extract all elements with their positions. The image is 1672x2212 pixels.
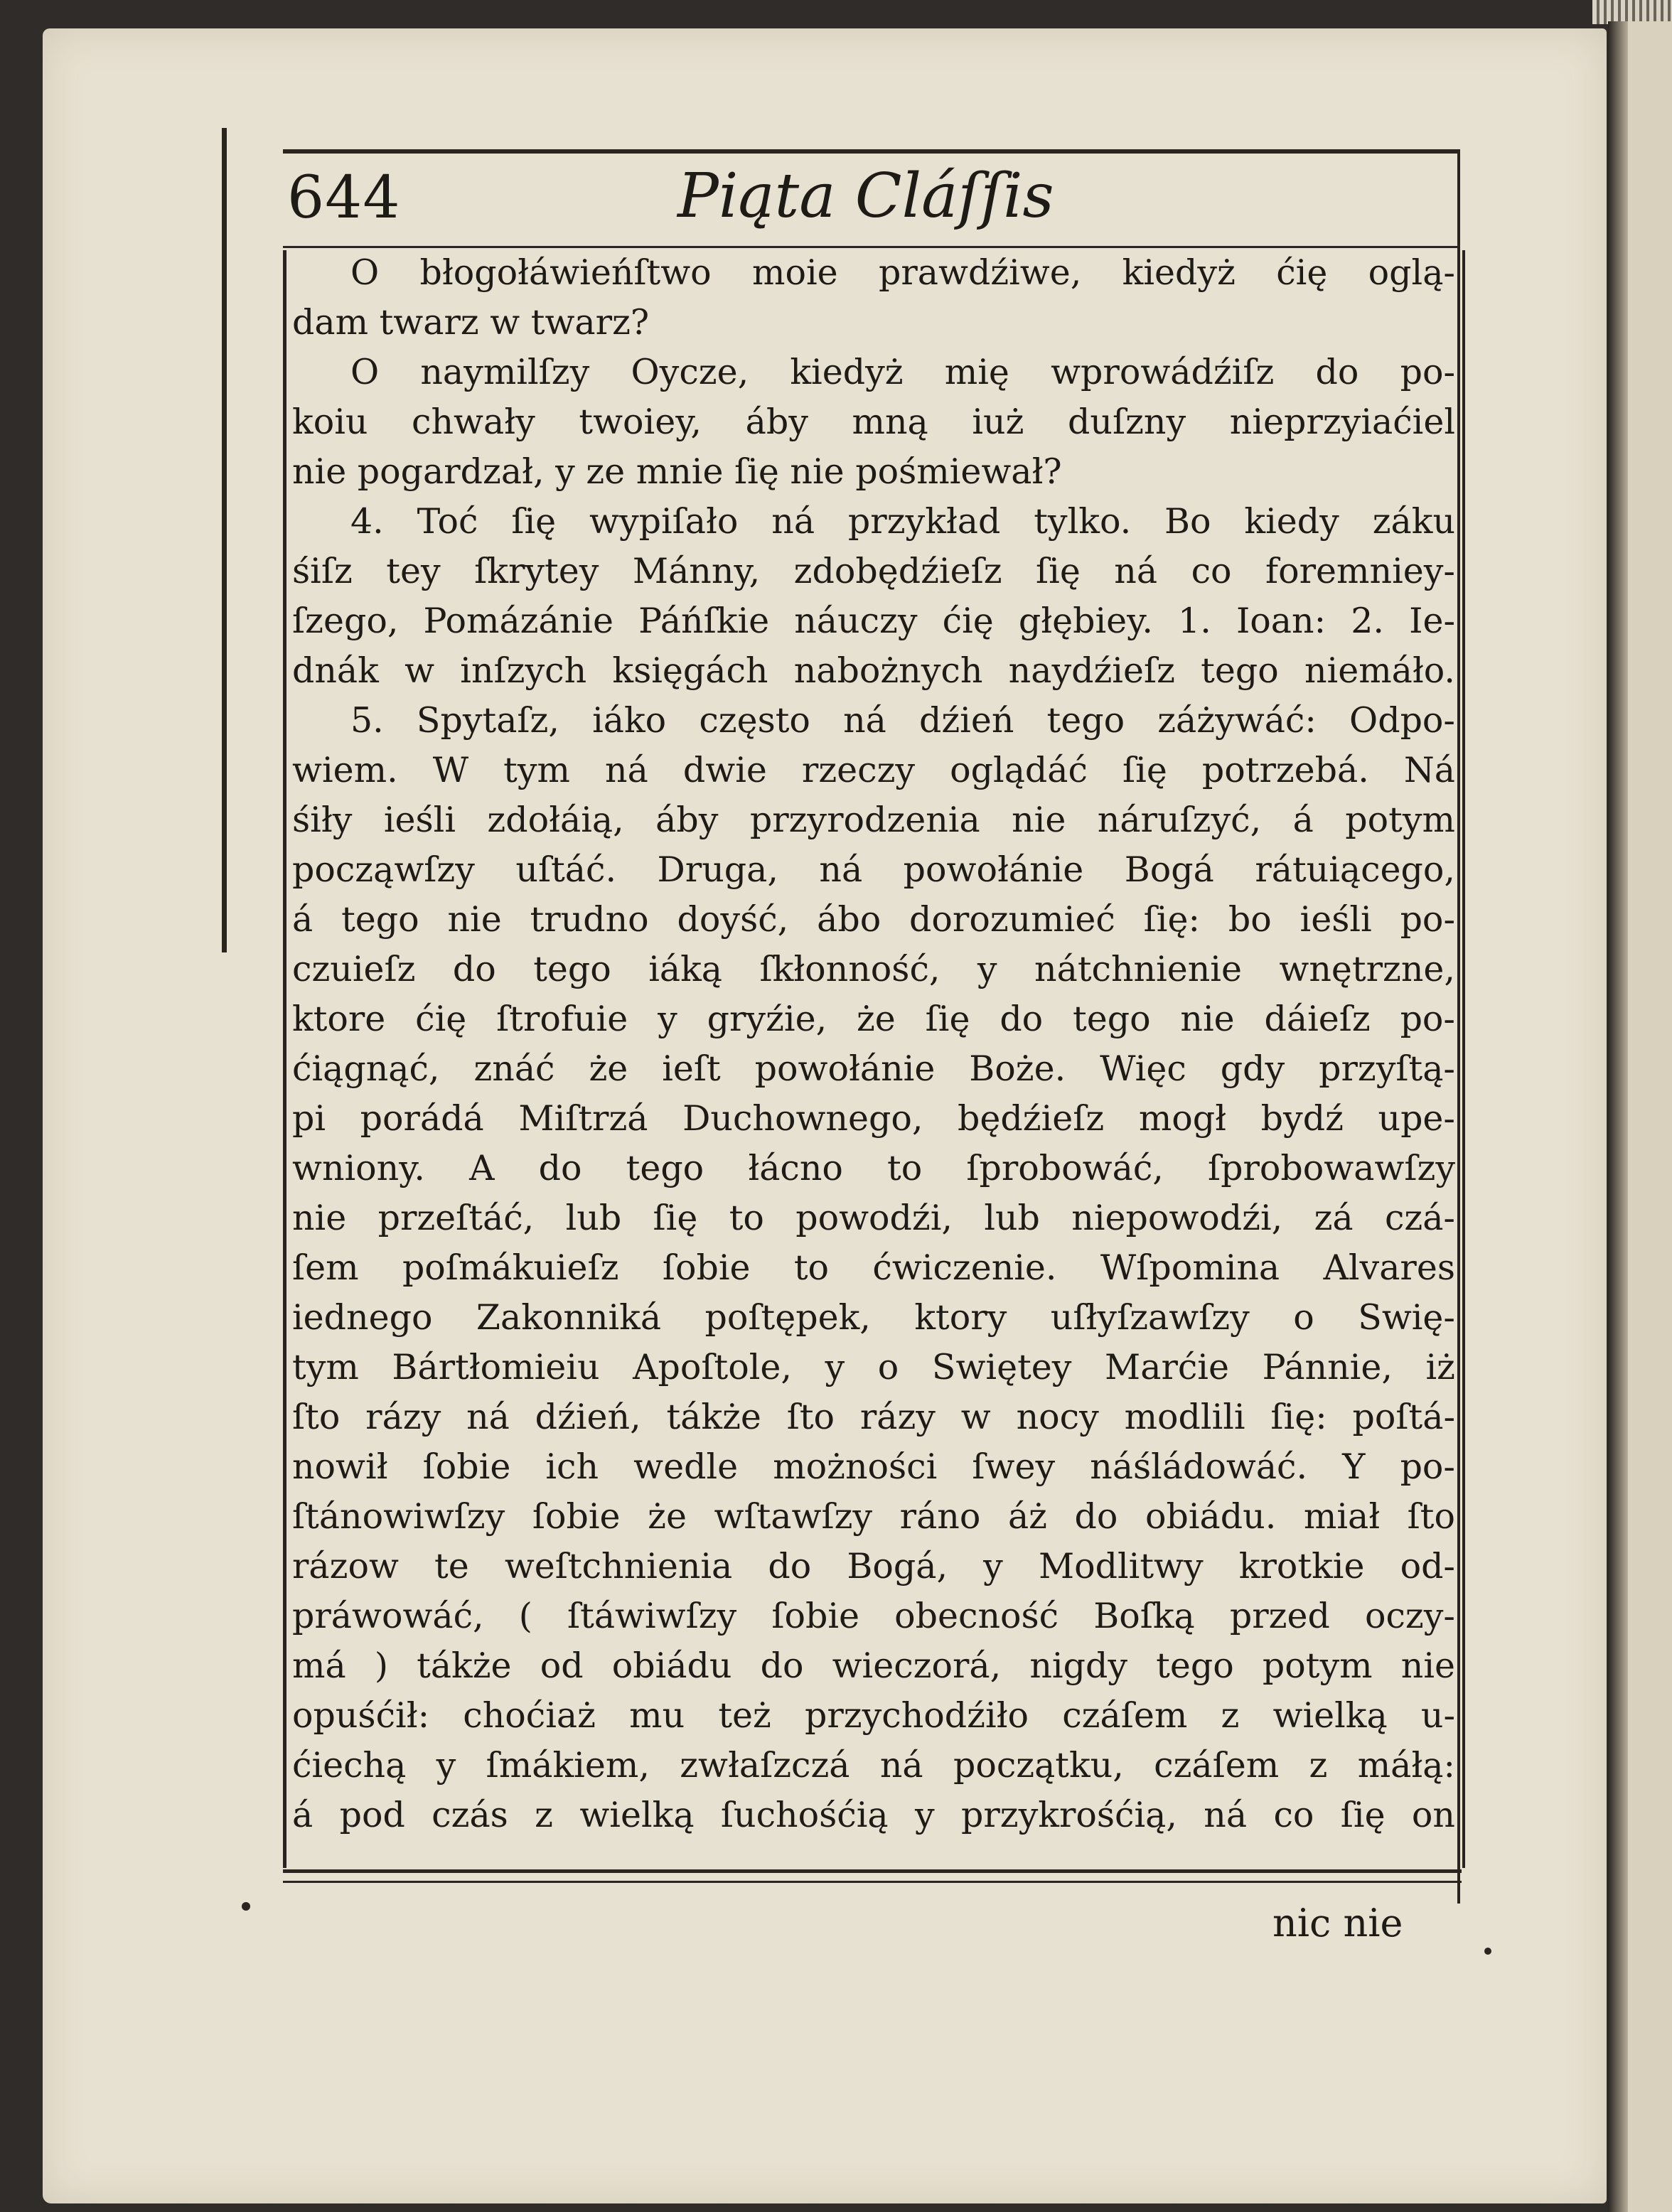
text-line: ſtánowiwſzy ſobie że wſtawſzy ráno áż do obiádu. miał ſto <box>292 1496 1455 1537</box>
footer-rule <box>283 1869 1462 1873</box>
text-line: má ) tákże od obiádu do wieczorá, nigdy tego potym nie <box>292 1645 1455 1686</box>
ink-speck <box>1484 1948 1491 1955</box>
text-line: dam twarz w twarz? <box>292 302 650 343</box>
text-line: nie pogardzał, y ze mnie ſię nie pośmiewał? <box>292 451 1062 492</box>
text-line: ſzego, Pomázánie Páńſkie náuczy ćię głębiey. 1. Ioan: 2. Ie- <box>292 601 1455 641</box>
text-line: rázow te weſtchnienia do Bogá, y Modlitwy krotkie od- <box>292 1546 1455 1586</box>
text-line: tym Bártłomieiu Apoſtole, y o Swiętey Marćie Pánnie, iż <box>292 1347 1455 1387</box>
text-line: pi porádá Miſtrzá Duchownego, będźieſz mogł bydź upe- <box>292 1098 1455 1139</box>
text-line: O błogołáwieńſtwo moie prawdźiwe, kiedyż ćię oglą- <box>350 252 1455 293</box>
text-line: ćiechą y ſmákiem, zwłaſzczá ná początku, czáſem z máłą: <box>292 1745 1455 1786</box>
text-line: wiem. W tym ná dwie rzeczy oglądáć ſię potrzebá. Ná <box>292 750 1455 790</box>
text-line: koiu chwały twoiey, áby mną iuż duſzny nieprzyiaćiel <box>292 402 1455 442</box>
text-line: práwowáć, ( ſtáwiwſzy ſobie obecność Boſką przed oczy- <box>292 1596 1455 1636</box>
gutter-shadow <box>1608 21 1628 2212</box>
text-line: á tego nie trudno doyść, ábo dorozumieć ſię: bo ieśli po- <box>292 899 1455 940</box>
text-line: wniony. A do tego łácno to ſprobowáć, ſprobowawſzy <box>292 1148 1455 1188</box>
margin-rule <box>222 128 227 952</box>
text-line: á pod czás z wielką ſuchośćią y przykrośćią, ná co ſię on <box>292 1795 1455 1835</box>
page-header <box>283 154 1457 246</box>
text-line: O naymilſzy Oycze, kiedyż mię wprowádźiſz do po- <box>350 352 1455 392</box>
text-line: ćiągnąć, znáć że ieſt powołánie Boże. Więc gdy przyſtą- <box>292 1048 1455 1089</box>
text-line: dnák w inſzych księgách nabożnych naydźieſz tego niemáło. <box>292 650 1455 691</box>
text-line: śiſz tey ſkrytey Mánny, zdobędźieſz ſię ná co foremniey- <box>292 551 1455 591</box>
catchword: nic nie <box>1272 1901 1403 1945</box>
text-line: począwſzy uſtáć. Druga, ná powołánie Bogá rátuiącego, <box>292 849 1455 890</box>
text-line: 4. Toć ſię wypiſało ná przykład tylko. Bo kiedy záku <box>350 501 1455 542</box>
text-line: czuieſz do tego iáką ſkłonność, y nátchnienie wnętrzne, <box>292 949 1455 989</box>
ink-speck <box>242 1902 250 1911</box>
text-line: opuśćił: choćiaż mu też przychodźiło czáſem z wielką u- <box>292 1695 1455 1736</box>
text-line: nie przeſtáć, lub ſię to powodźi, lub niepowodźi, zá czá- <box>292 1198 1455 1238</box>
text-line: ſem poſmákuieſz ſobie to ćwiczenie. Wſpomina Alvares <box>292 1247 1455 1288</box>
running-head: Piąta Cláſſis <box>677 161 1054 232</box>
text-line: śiły ieśli zdołáią, áby przyrodzenia nie náruſzyć, á potym <box>292 800 1455 840</box>
header-rule <box>283 246 1457 248</box>
text-line: iednego Zakonniká poſtępek, ktory uſłyſzawſzy o Swię- <box>292 1297 1455 1338</box>
text-line: ſto rázy ná dźień, tákże ſto rázy w nocy modlili ſię: poſtá- <box>292 1397 1455 1437</box>
body-text <box>283 250 1465 1868</box>
page-number: 644 <box>287 164 401 232</box>
text-line: ktore ćię ſtrofuie y gryźie, że ſię do tego nie dáieſz po- <box>292 999 1455 1039</box>
binding-edge <box>1592 0 1672 24</box>
text-line: 5. Spytaſz, iáko często ná dźień tego záżywáć: Odpo- <box>350 700 1455 741</box>
text-line: nowił ſobie ich wedle możności ſwey náśládowáć. Y po- <box>292 1446 1455 1487</box>
footer-rule-secondary <box>283 1881 1462 1883</box>
